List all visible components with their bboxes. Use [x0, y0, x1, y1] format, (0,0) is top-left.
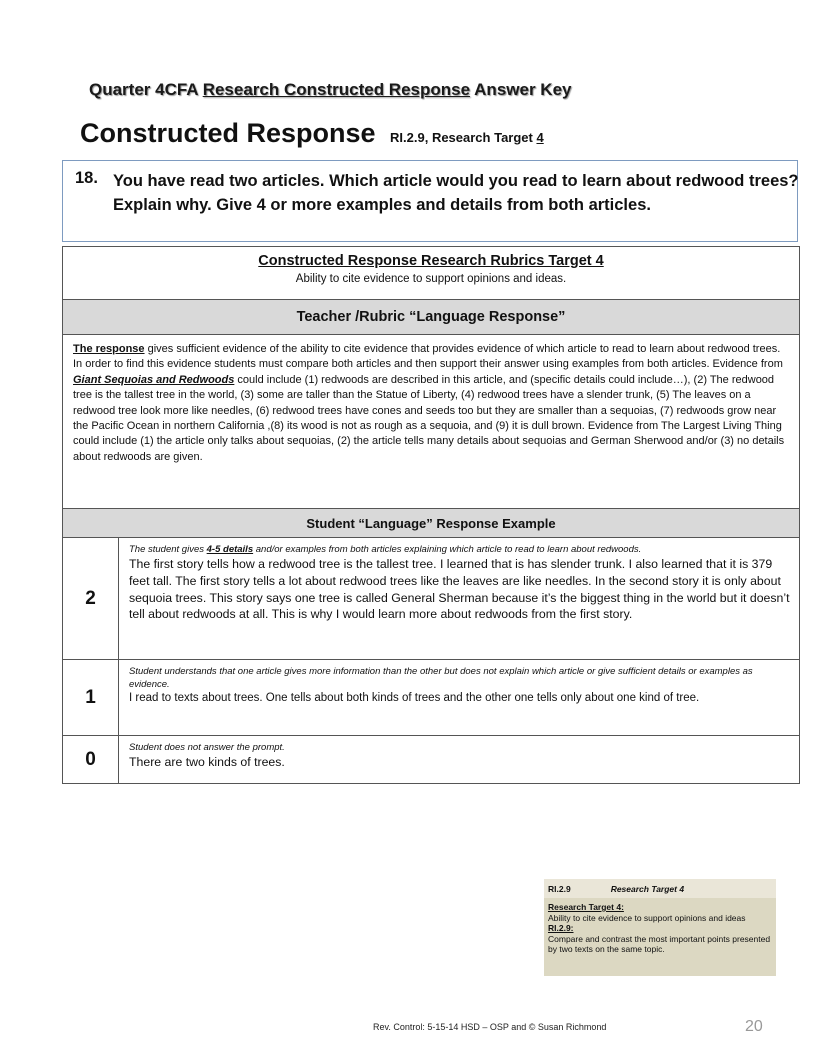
sidebox-header [544, 879, 776, 898]
sidebox-target-text: Ability to cite evidence to support opinions and ideas [548, 912, 746, 923]
score-cell: 1 [63, 660, 119, 736]
student-example-header [63, 509, 800, 538]
footer-revision: Rev. Control: 5-15-14 HSD – OSP and © Susan Richmond [373, 1022, 607, 1032]
score-description-post: and/or examples from both articles explaining which article to read to learn about redwoods. [253, 544, 642, 555]
title-standard-target [390, 130, 544, 145]
standards-sidebox [544, 879, 776, 976]
score-description-pre: The student gives [129, 544, 207, 555]
table-row [63, 538, 800, 660]
teacher-rubric-text [63, 335, 800, 509]
teacher-rubric-article: Giant Sequoias and Redwoods [73, 373, 235, 386]
score-description [129, 543, 791, 556]
question-text: You have read two articles. Which article would you read to learn about redwood trees? Explain why. Give 4 or more examples and details from both articles. [113, 172, 799, 214]
teacher-rubric-header-text: Teacher /Rubric “Language Response” [296, 309, 566, 325]
page-number: 20 [745, 1018, 763, 1035]
teacher-rubric-text-2: could include (1) redwoods are described in this article, and (specific details could include…), (2) The redwood tree is the tallest tree in the world, (3) some are taller than the Statue of Liberty, (4) redwood trees have a slender trunk, (5) The leaves on a redwood tree look more like needles, (6) redwood trees have cones and seeds too but they are smaller than a sequoias, (7) redwoods grow near the Pacific Ocean in northern California ,(8) its wood is not as rough as a sequoia, and (9) it is dull brown. Evidence from The Largest Living Thing could include (1) the article only talks about sequoias, (2) the article tells many details about sequoias and German Sherwood and/or (3) no details about redwoods are given. [73, 373, 785, 463]
score-description: Student understands that one article gives more information than the other but does not explain which article or give sufficient details or examples as evidence. [129, 666, 753, 690]
sidebox-standard-text: Compare and contrast the most important points presented by two texts on the same topic. [548, 933, 771, 954]
table-row [63, 660, 800, 736]
table-row [63, 736, 800, 784]
sidebox-standard-label: RI.2.9: [548, 923, 574, 933]
title-target-prefix: Research Target [431, 130, 537, 145]
score-cell: 2 [63, 538, 119, 660]
sidebox-target-label: Research Target 4: [548, 902, 624, 912]
page-title [80, 118, 544, 149]
heading-underlined: Research Constructed Response [202, 80, 471, 99]
question-box [62, 160, 798, 242]
heading-prefix: Quarter 4CFA [89, 80, 203, 99]
sidebox-target: Research Target 4 [610, 884, 685, 894]
title-target-number: 4 [536, 130, 544, 145]
title-main: Constructed Response [80, 118, 376, 148]
rubric-subtitle: Ability to cite evidence to support opinions and ideas. [295, 273, 567, 285]
response-cell [119, 538, 800, 660]
teacher-rubric-header [63, 300, 800, 335]
response-cell [119, 736, 800, 784]
sidebox-body [544, 898, 776, 976]
teacher-rubric-lead: The response [73, 343, 145, 355]
rubric-title: Constructed Response Research Rubrics Target 4 [258, 253, 604, 269]
rubric-title-cell [63, 247, 800, 300]
answer-key-heading [89, 80, 571, 100]
question-number: 18. [75, 169, 98, 187]
score-description-underlined: 4-5 details [206, 544, 254, 555]
heading-suffix: Answer Key [470, 80, 572, 99]
student-example: There are two kinds of trees. [129, 755, 285, 769]
teacher-rubric-text-1: gives sufficient evidence of the ability to cite evidence that provides evidence of which article to read to learn about redwood trees. In order to find this evidence students must compare both articles and then support their answer using examples from both articles. Evidence from [73, 343, 783, 371]
sidebox-standard: RI.2.9 [548, 884, 571, 894]
student-example-header-text: Student “Language” Response Example [306, 515, 556, 531]
score-cell: 0 [63, 736, 119, 784]
student-example: The first story tells how a redwood tree is the tallest tree. I learned that is has slender trunk. I also learned that it is 379 feet tall. The first story tells a lot about redwood trees like the leaves are like needles. In the second story it is only about sequoia trees. This story says one tree is called General Sherman because it’s the biggest thing in the world but it doesn’t tell about redwoods at all. This is why I would learn more about redwoods from the first story. [129, 557, 790, 622]
title-standard: RI.2.9, [390, 130, 429, 145]
rubric-table [62, 246, 800, 784]
student-example: I read to texts about trees. One tells about both kinds of trees and the other one tells only about one kind of tree. [129, 692, 700, 704]
score-description: Student does not answer the prompt. [129, 742, 285, 753]
response-cell [119, 660, 800, 736]
